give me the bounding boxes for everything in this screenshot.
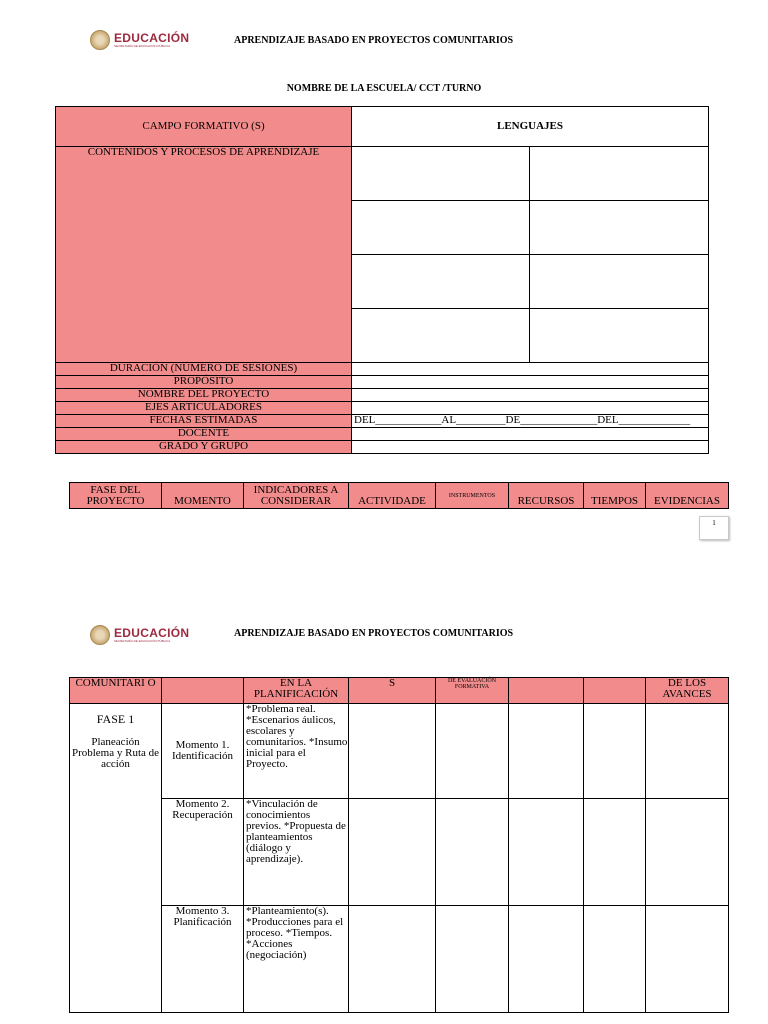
fase-cell	[70, 704, 162, 1013]
activity-cell[interactable]	[349, 704, 436, 799]
education-logo	[90, 30, 189, 50]
cont-header-empty	[162, 678, 244, 704]
row-label-ejes: EJES ARTICULADORES	[56, 402, 352, 415]
row-label-nombre-proyecto: NOMBRE DEL PROYECTO	[56, 389, 352, 402]
row-value-docente[interactable]	[352, 428, 709, 441]
logo-text: EDUCACIÓN	[114, 31, 190, 45]
row-label-duracion: DURACIÓN (NÚMERO DE SESIONES)	[56, 363, 352, 376]
cont-header-s: S	[349, 678, 436, 704]
moment-indicators: *Planteamiento(s). *Producciones para el proceso. *Tiempos. *Acciones (negociación)	[244, 906, 349, 1013]
header-fase: FASE DEL PROYECTO	[70, 483, 162, 509]
logo-text: EDUCACIÓN	[114, 626, 190, 640]
resource-cell[interactable]	[509, 906, 584, 1013]
header-recursos: RECURSOS	[509, 483, 584, 509]
campo-formativo-value: LENGUAJES	[352, 107, 709, 147]
moment-name: Momento 1. Identificación	[162, 704, 244, 799]
header-instrumentos: INSTRUMENTOS	[436, 483, 509, 509]
header-indicadores: INDICADORES A CONSIDERAR	[244, 483, 349, 509]
cont-header-empty	[584, 678, 646, 704]
cont-header-comunitario: COMUNITARI O	[70, 678, 162, 704]
info-table	[55, 106, 709, 454]
moment-indicators: *Vinculación de conocimientos previos. *Propuesta de planteamientos (diálogo y aprendizaje).	[244, 799, 349, 906]
fase-title: FASE 1	[96, 712, 135, 726]
activity-cell[interactable]	[349, 906, 436, 1013]
resource-cell[interactable]	[509, 704, 584, 799]
evidence-cell[interactable]	[646, 906, 729, 1013]
row-label-docente: DOCENTE	[56, 428, 352, 441]
cont-header-empty	[509, 678, 584, 704]
time-cell[interactable]	[584, 799, 646, 906]
evidence-cell[interactable]	[646, 799, 729, 906]
seal-icon	[90, 625, 110, 645]
row-value-fechas[interactable]: DEL____________AL_________DE______________DEL_____________	[352, 415, 709, 428]
row-label-fechas: FECHAS ESTIMADAS	[56, 415, 352, 428]
document-title: APRENDIZAJE BASADO EN PROYECTOS COMUNITARIOS	[234, 35, 514, 46]
contenidos-cell[interactable]	[352, 309, 530, 363]
campo-formativo-label: CAMPO FORMATIVO (S)	[56, 107, 352, 147]
fase-description: Planeación Problema y Ruta de acción	[71, 736, 160, 770]
header-momento: MOMENTO	[162, 483, 244, 509]
header-actividades: ACTIVIDADE	[349, 483, 436, 509]
contenidos-cell[interactable]	[352, 255, 530, 309]
activity-cell[interactable]	[349, 799, 436, 906]
contenidos-cell[interactable]	[352, 201, 530, 255]
school-heading: NOMBRE DE LA ESCUELA/ CCT /TURNO	[286, 83, 482, 94]
evidence-cell[interactable]	[646, 704, 729, 799]
document-title: APRENDIZAJE BASADO EN PROYECTOS COMUNITARIOS	[234, 628, 514, 639]
row-label-grado: GRADO Y GRUPO	[56, 441, 352, 454]
row-value-ejes[interactable]	[352, 402, 709, 415]
row-value-proposito[interactable]	[352, 376, 709, 389]
logo-subtext: SECRETARÍA DE EDUCACIÓN PÚBLICA	[114, 639, 171, 643]
contenidos-cell[interactable]	[530, 255, 709, 309]
cont-header-planificacion: EN LA PLANIFICACIÓN	[244, 678, 349, 704]
phase-detail-table	[69, 677, 729, 1013]
instrument-cell[interactable]	[436, 704, 509, 799]
header-tiempos: TIEMPOS	[584, 483, 646, 509]
time-cell[interactable]	[584, 704, 646, 799]
cont-header-avances: DE LOS AVANCES	[646, 678, 729, 704]
moment-name: Momento 3. Planificación	[162, 906, 244, 1013]
contenidos-cell[interactable]	[530, 147, 709, 201]
phase-header-table	[69, 482, 729, 509]
time-cell[interactable]	[584, 906, 646, 1013]
logo-subtext: SECRETARÍA DE EDUCACIÓN PÚBLICA	[114, 44, 171, 48]
moment-name: Momento 2. Recuperación	[162, 799, 244, 906]
row-value-nombre-proyecto[interactable]	[352, 389, 709, 402]
contenidos-label: CONTENIDOS Y PROCESOS DE APRENDIZAJE	[56, 147, 352, 363]
contenidos-cell[interactable]	[530, 309, 709, 363]
instrument-cell[interactable]	[436, 799, 509, 906]
instrument-cell[interactable]	[436, 906, 509, 1013]
row-value-grado[interactable]	[352, 441, 709, 454]
seal-icon	[90, 30, 110, 50]
page-number: 1	[699, 516, 729, 540]
contenidos-cell[interactable]	[530, 201, 709, 255]
education-logo	[90, 625, 189, 645]
header-evidencias: EVIDENCIAS	[646, 483, 729, 509]
cont-header-evaluacion: DE EVALUACIÓN FORMATIVA	[436, 678, 509, 704]
moment-indicators: *Problema real. *Escenarios áulicos, escolares y comunitarios. *Insumo inicial para el Proyecto.	[244, 704, 349, 799]
contenidos-cell[interactable]	[352, 147, 530, 201]
row-label-proposito: PROPÓSITO	[56, 376, 352, 389]
resource-cell[interactable]	[509, 799, 584, 906]
row-value-duracion[interactable]	[352, 363, 709, 376]
